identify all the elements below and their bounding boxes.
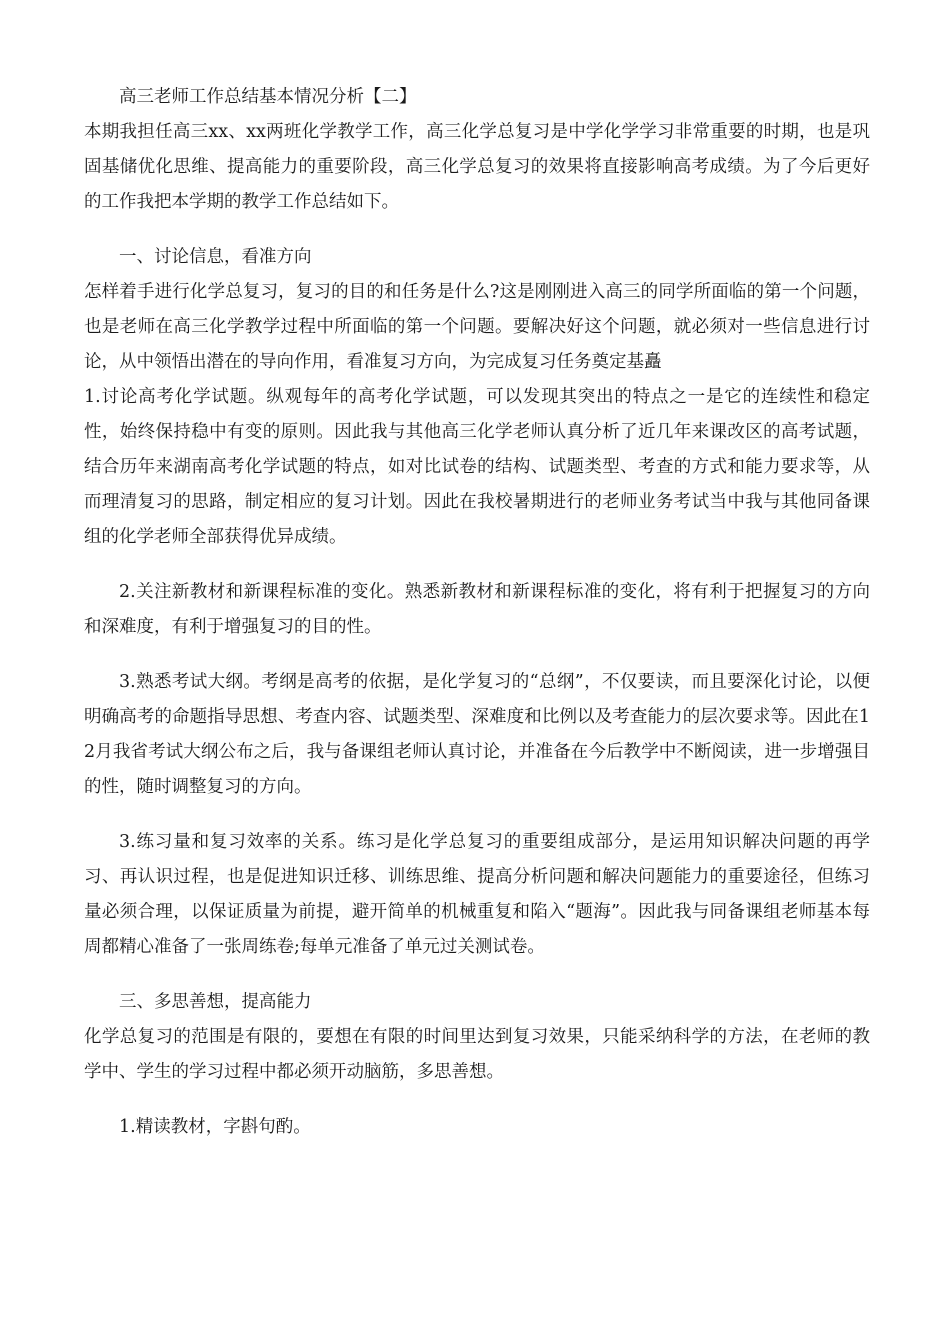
paragraph-item-2: 2.关注新教材和新课程标准的变化。熟悉新教材和新课程标准的变化，将有利于把握复习的方向和深难度，有利于增强复习的目的性。 <box>84 582 870 637</box>
paragraph-item-3b: 3.练习量和复习效率的关系。练习是化学总复习的重要组成部分，是运用知识解决问题的再学习、再认识过程，也是促进知识迁移、训练思维、提高分析问题和解决问题能力的重要途径，但练习量必须合理，以保证质量为前提，避开简单的机械重复和陷入“题海”。因此我与同备课组老师基本每周都精心准备了一张周练卷;每单元准备了单元过关测试卷。 <box>84 832 870 957</box>
paragraph-intro: 本期我担任高三xx、xx两班化学教学工作，高三化学总复习是中学化学学习非常重要的时期，也是巩固基储优化思维、提高能力的重要阶段，高三化学总复习的效果将直接影响高考成绩。为了今后更好的工作我把本学期的教学工作总结如下。 <box>84 122 870 212</box>
document-body <box>84 80 870 1145</box>
paragraph-item-1: 1.讨论高考化学试题。纵观每年的高考化学试题，可以发现其突出的特点之一是它的连续性和稳定性，始终保持稳中有变的原则。因此我与其他高三化学老师认真分析了近几年来课改区的高考试题，结合历年来湖南高考化学试题的特点，如对比试卷的结构、试题类型、考查的方式和能力要求等，从而理清复习的思路，制定相应的复习计划。因此在我校暑期进行的老师业务考试当中我与其他同备课组的化学老师全部获得优异成绩。 <box>84 387 870 547</box>
document-title: 高三老师工作总结基本情况分析【二】 <box>119 87 417 107</box>
section-heading-1: 一、讨论信息，看准方向 <box>119 247 312 267</box>
paragraph-item-3-1: 1.精读教材，字斟句酌。 <box>119 1117 311 1137</box>
paragraph-section-3: 化学总复习的范围是有限的，要想在有限的时间里达到复习效果，只能采纳科学的方法，在老师的教学中、学生的学习过程中都必须开动脑筋，多思善想。 <box>84 1027 870 1082</box>
paragraph-section-1: 怎样着手进行化学总复习，复习的目的和任务是什么?这是刚刚进入高三的同学所面临的第一个问题，也是老师在高三化学教学过程中所面临的第一个问题。要解决好这个问题，就必须对一些信息进行讨论，从中领悟出潜在的导向作用，看准复习方向，为完成复习任务奠定基矗 <box>84 282 870 372</box>
section-heading-3: 三、多思善想，提高能力 <box>119 992 312 1012</box>
paragraph-item-3a: 3.熟悉考试大纲。考纲是高考的依据，是化学复习的“总纲”，不仅要读，而且要深化讨论，以便明确高考的命题指导思想、考查内容、试题类型、深难度和比例以及考查能力的层次要求等。因此在12月我省考试大纲公布之后，我与备课组老师认真讨论，并准备在今后教学中不断阅读，进一步增强目的性，随时调整复习的方向。 <box>84 672 870 797</box>
